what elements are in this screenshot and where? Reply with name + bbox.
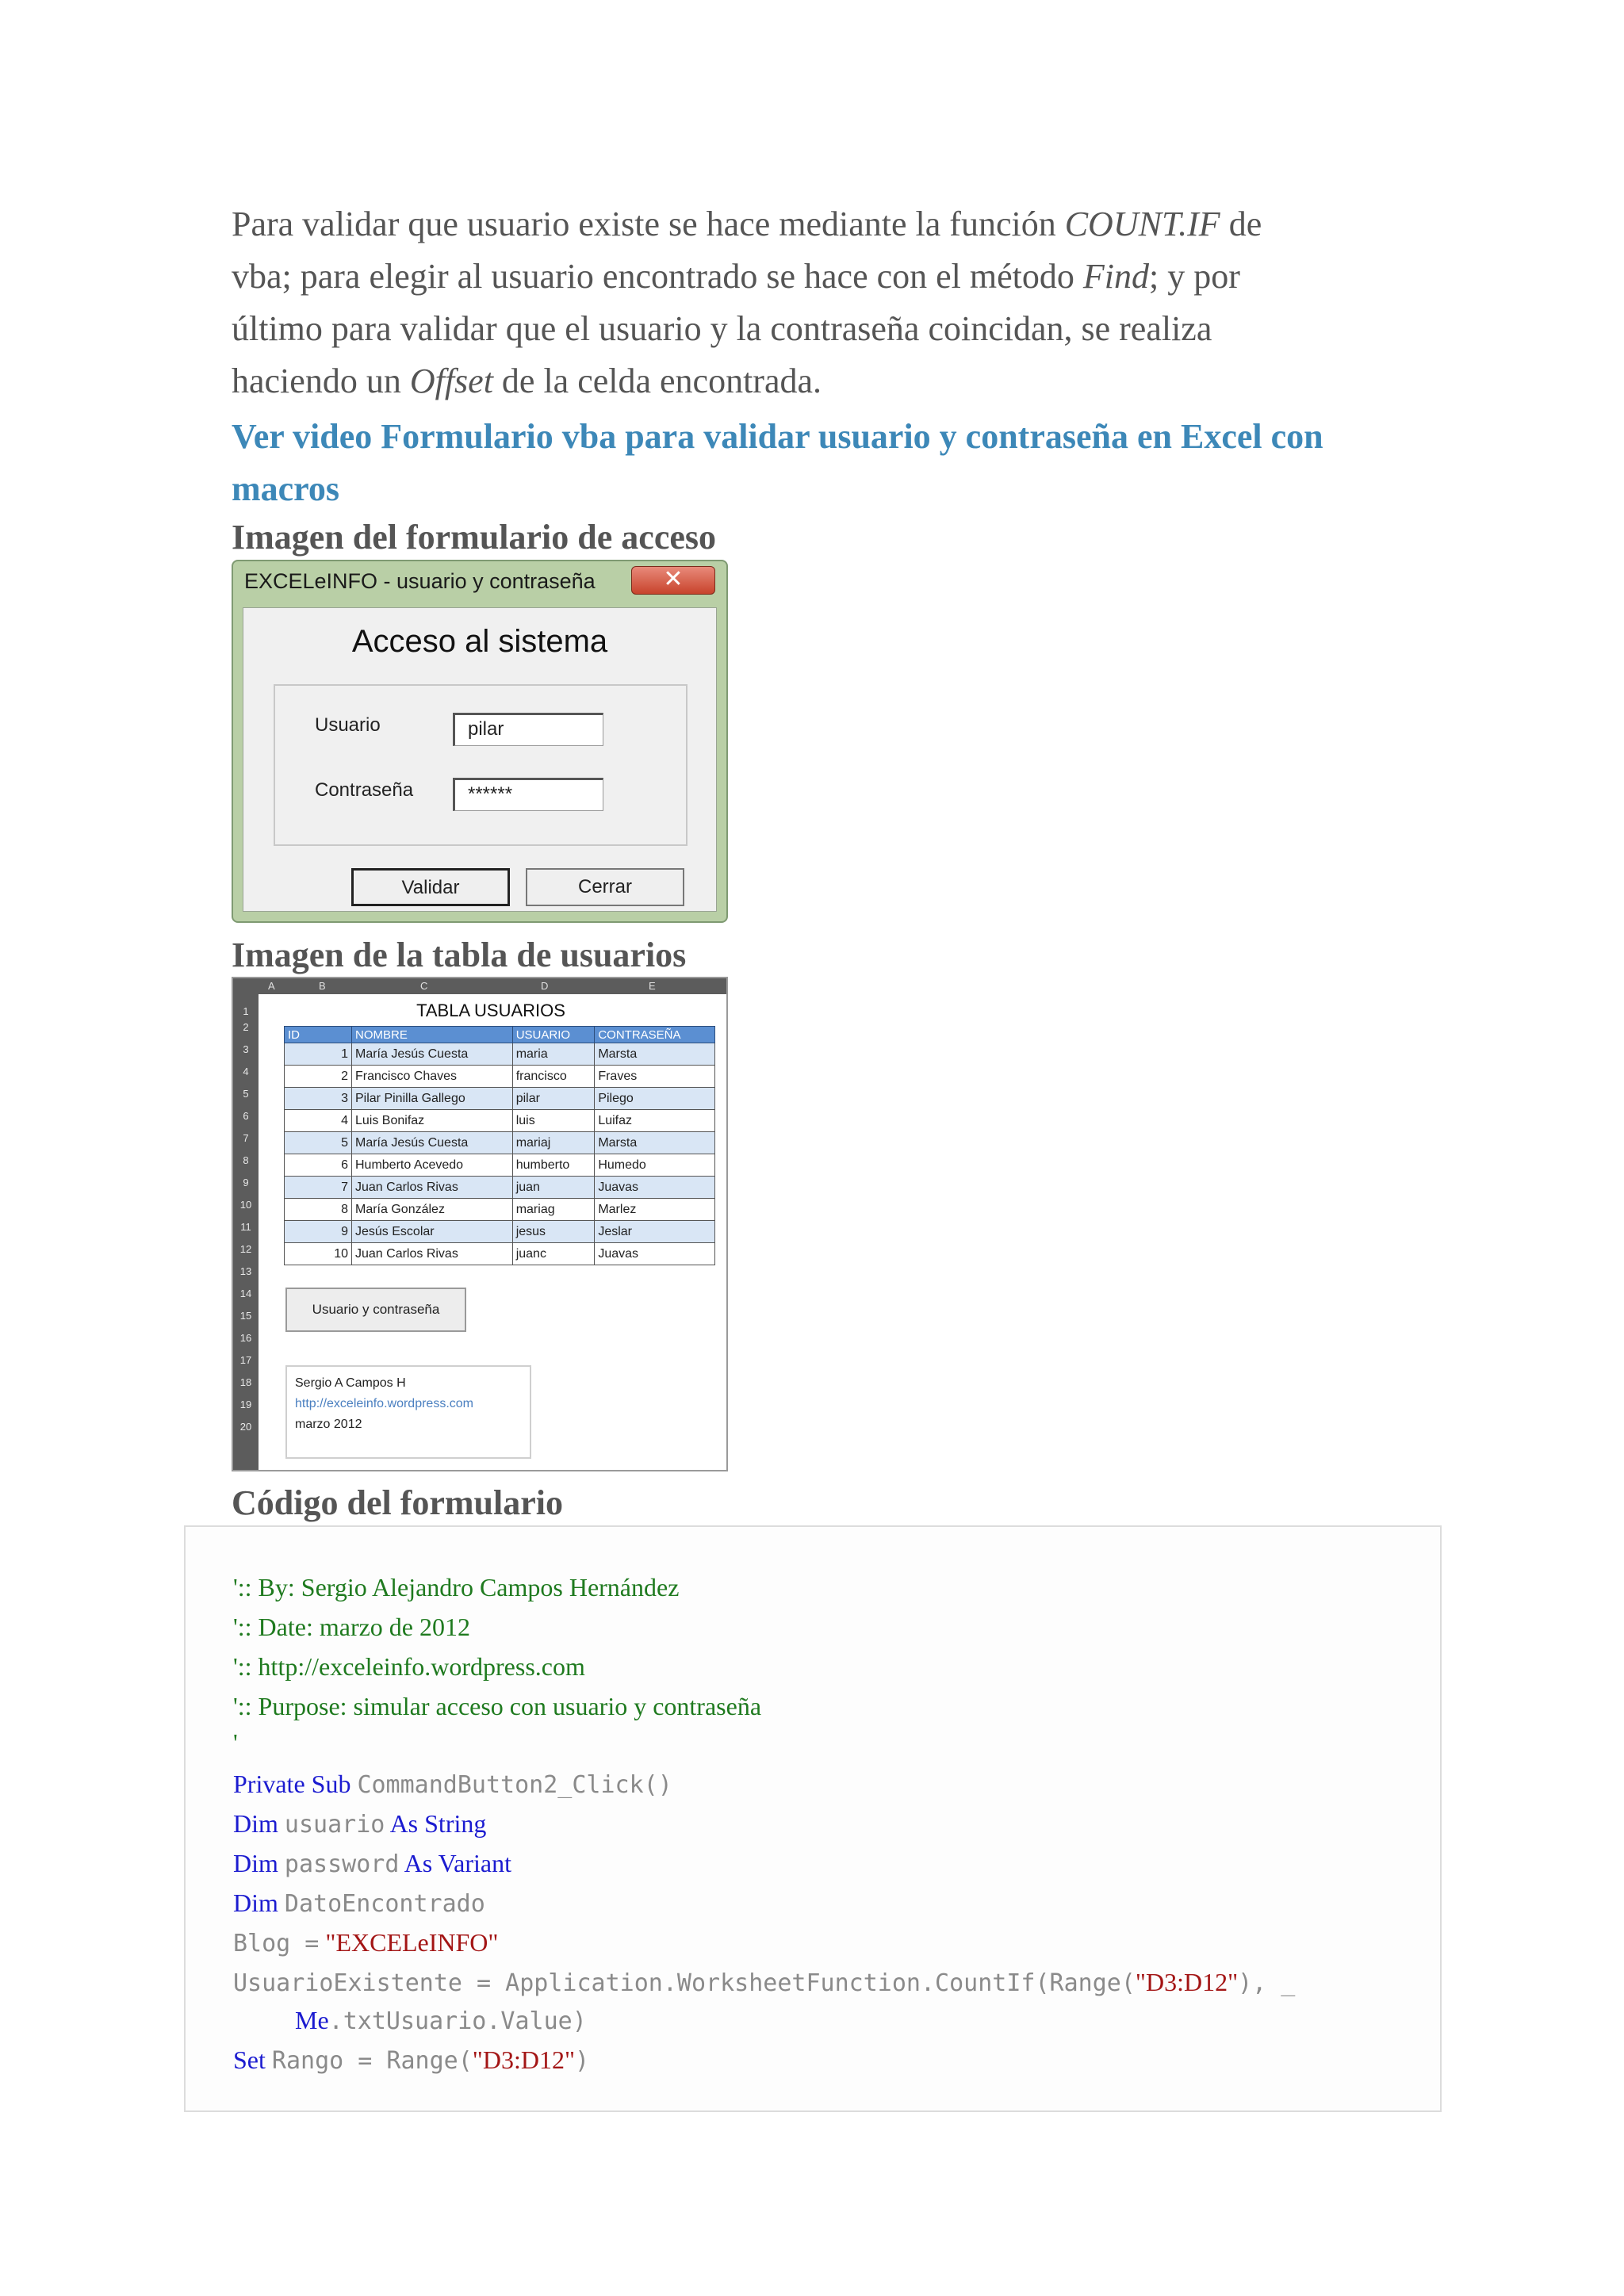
table-cell: Luifaz — [595, 1110, 715, 1132]
row-number: 19 — [239, 1399, 252, 1410]
column-header: NOMBRE — [352, 1027, 513, 1043]
table-cell: Juavas — [595, 1177, 715, 1199]
table-row — [285, 1243, 715, 1265]
password-label: Contraseña — [315, 779, 414, 801]
table-cell: luis — [512, 1110, 595, 1132]
table-cell: Humberto Acevedo — [352, 1154, 513, 1177]
row-number: 13 — [239, 1265, 252, 1277]
table-row — [285, 1132, 715, 1154]
row-number: 15 — [239, 1310, 252, 1322]
table-cell: Marlez — [595, 1199, 715, 1221]
row-number: 4 — [243, 1066, 249, 1077]
code-comment-line: ':: Purpose: simular acceso con usuario y contraseña — [233, 1692, 762, 1720]
note-url: http://exceleinfo.wordpress.com — [295, 1397, 473, 1410]
col-letter: C — [420, 980, 428, 992]
code-comment-line: ' — [233, 1728, 238, 1757]
table-cell: 5 — [285, 1132, 352, 1154]
user-field: pilar — [453, 713, 603, 746]
row-number: 3 — [243, 1043, 249, 1055]
col-letter: A — [268, 980, 275, 992]
code-line: Private Sub CommandButton2_Click() — [233, 1770, 672, 1799]
row-number: 8 — [243, 1154, 249, 1166]
form-image-heading: Imagen del formulario de acceso — [232, 518, 716, 557]
table-cell: 3 — [285, 1088, 352, 1110]
row-number: 11 — [240, 1221, 251, 1233]
code-line: Me.txtUsuario.Value) — [295, 2006, 587, 2035]
row-number: 12 — [239, 1243, 252, 1255]
row-header-bar — [233, 994, 259, 1470]
code-line: Set Rango = Range("D3:D12") — [233, 2045, 590, 2075]
table-cell: pilar — [512, 1088, 595, 1110]
table-header-row — [285, 1027, 715, 1043]
row-number: 10 — [239, 1199, 252, 1211]
table-cell: 4 — [285, 1110, 352, 1132]
validate-button: Validar — [351, 868, 510, 906]
table-cell: María Jesús Cuesta — [352, 1043, 513, 1066]
credentials-group — [274, 684, 688, 846]
table-cell: Pilego — [595, 1088, 715, 1110]
table-cell: María González — [352, 1199, 513, 1221]
code-comment-line: ':: http://exceleinfo.wordpress.com — [233, 1652, 585, 1681]
table-row — [285, 1088, 715, 1110]
column-header-bar — [233, 978, 726, 994]
close-icon: ✕ — [631, 566, 715, 595]
table-cell: maria — [512, 1043, 595, 1066]
column-header: USUARIO — [512, 1027, 595, 1043]
table-cell: Fraves — [595, 1066, 715, 1088]
table-cell: Humedo — [595, 1154, 715, 1177]
table-cell: 8 — [285, 1199, 352, 1221]
table-cell: Francisco Chaves — [352, 1066, 513, 1088]
code-line: Blog = "EXCELeINFO" — [233, 1928, 499, 1957]
row-number: 6 — [243, 1110, 249, 1122]
table-cell: francisco — [512, 1066, 595, 1088]
column-header: CONTRASEÑA — [595, 1027, 715, 1043]
table-title: TABLA USUARIOS — [416, 1001, 565, 1020]
author-note — [285, 1365, 531, 1459]
table-cell: Juan Carlos Rivas — [352, 1177, 513, 1199]
row-number: 9 — [243, 1177, 249, 1188]
column-header: ID — [285, 1027, 352, 1043]
users-table-image — [232, 977, 728, 1471]
note-name: Sergio A Campos H — [295, 1376, 406, 1390]
window-client-area — [243, 607, 717, 912]
intro-line-4: haciendo un Offset de la celda encontrada. — [232, 362, 822, 400]
table-image-heading: Imagen de la tabla de usuarios — [232, 936, 687, 974]
col-letter: B — [319, 980, 326, 992]
table-row — [285, 1177, 715, 1199]
code-line: Dim usuario As String — [233, 1809, 487, 1839]
user-label: Usuario — [315, 714, 381, 736]
table-row — [285, 1043, 715, 1066]
row-number: 2 — [243, 1021, 249, 1033]
window-title: EXCELeINFO - usuario y contraseña — [244, 569, 596, 593]
users-table — [284, 1026, 715, 1265]
login-form-image — [232, 560, 728, 923]
table-cell: mariag — [512, 1199, 595, 1221]
password-field: ****** — [453, 778, 603, 811]
code-comment-line: ':: By: Sergio Alejandro Campos Hernández — [233, 1573, 680, 1601]
user-password-button: Usuario y contraseña — [285, 1288, 466, 1332]
form-heading: Acceso al sistema — [351, 624, 608, 659]
table-cell: Luis Bonifaz — [352, 1110, 513, 1132]
table-cell: Jesús Escolar — [352, 1221, 513, 1243]
table-cell: humberto — [512, 1154, 595, 1177]
table-cell: Juavas — [595, 1243, 715, 1265]
row-number: 5 — [243, 1088, 249, 1100]
note-date: marzo 2012 — [295, 1418, 362, 1431]
code-line: UsuarioExistente = Application.WorksheetFunction.CountIf(Range("D3:D12"), _ — [233, 1968, 1296, 1997]
code-comment-line: ':: Date: marzo de 2012 — [233, 1613, 470, 1641]
table-cell: Marsta — [595, 1132, 715, 1154]
table-cell: juanc — [512, 1243, 595, 1265]
code-block — [184, 1525, 1442, 2112]
intro-paragraph — [232, 198, 1421, 408]
table-row — [285, 1221, 715, 1243]
table-cell: jesus — [512, 1221, 595, 1243]
col-letter: D — [541, 980, 549, 992]
table-row — [285, 1110, 715, 1132]
table-row — [285, 1199, 715, 1221]
table-cell: mariaj — [512, 1132, 595, 1154]
table-cell: 6 — [285, 1154, 352, 1177]
code-line: Dim DatoEncontrado — [233, 1888, 485, 1918]
table-cell: Juan Carlos Rivas — [352, 1243, 513, 1265]
table-cell: 7 — [285, 1177, 352, 1199]
table-row — [285, 1154, 715, 1177]
table-row — [285, 1066, 715, 1088]
table-cell: 2 — [285, 1066, 352, 1088]
table-cell: Pilar Pinilla Gallego — [352, 1088, 513, 1110]
intro-line-3: último para validar que el usuario y la contraseña coincidan, se realiza — [232, 309, 1212, 348]
table-cell: 1 — [285, 1043, 352, 1066]
table-cell: Jeslar — [595, 1221, 715, 1243]
row-number: 14 — [239, 1288, 252, 1299]
table-cell: 9 — [285, 1221, 352, 1243]
video-link[interactable]: Ver video Formulario vba para validar usuario y contraseña en Excel con macros — [232, 417, 1323, 508]
table-cell: 10 — [285, 1243, 352, 1265]
intro-line-2: vba; para elegir al usuario encontrado se hace con el método Find; y por — [232, 257, 1240, 296]
code-heading: Código del formulario — [232, 1483, 563, 1522]
close-button: Cerrar — [526, 868, 684, 906]
row-number: 16 — [239, 1332, 252, 1344]
col-letter: E — [649, 980, 656, 992]
code-line: Dim password As Variant — [233, 1849, 512, 1878]
row-number: 1 — [243, 1005, 249, 1017]
table-cell: juan — [512, 1177, 595, 1199]
table-cell: María Jesús Cuesta — [352, 1132, 513, 1154]
row-number: 7 — [243, 1132, 249, 1144]
row-number: 20 — [239, 1421, 252, 1433]
table-cell: Marsta — [595, 1043, 715, 1066]
row-number: 17 — [239, 1354, 252, 1366]
intro-line-1: Para validar que usuario existe se hace mediante la función COUNT.IF de — [232, 205, 1262, 243]
row-number: 18 — [239, 1376, 252, 1388]
